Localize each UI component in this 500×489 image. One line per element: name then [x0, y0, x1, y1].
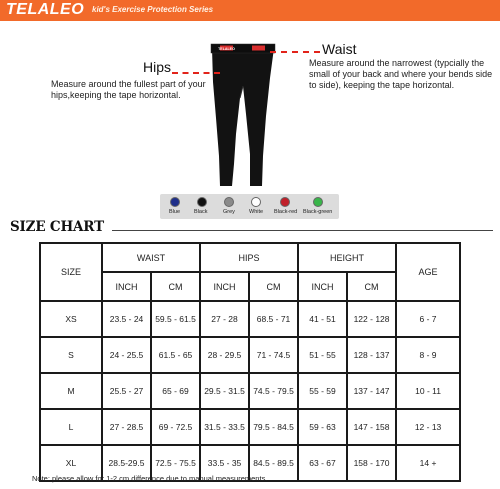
hips-inch-cell: 28 - 29.5: [200, 337, 249, 373]
waist-inch-cell: 24 - 25.5: [102, 337, 151, 373]
unit-cm: CM: [347, 272, 396, 301]
table-header-row: [40, 243, 460, 272]
swatch-grey: [224, 197, 234, 207]
swatch-white: [251, 197, 261, 207]
waist-inch-cell: 23.5 - 24: [102, 301, 151, 337]
unit-cm: CM: [151, 272, 200, 301]
table-row: [40, 409, 460, 445]
age-cell: 6 - 7: [396, 301, 460, 337]
height-inch-cell: 63 - 67: [298, 445, 347, 481]
waist-header: WAIST: [102, 243, 200, 272]
series-subtitle: kid's Exercise Protection Series: [92, 5, 214, 14]
brand-logo: TELALEO: [6, 1, 85, 18]
size-cell: L: [40, 409, 102, 445]
height-cm-cell: 128 - 137: [347, 337, 396, 373]
age-cell: 12 - 13: [396, 409, 460, 445]
waist-cm-cell: 72.5 - 75.5: [151, 445, 200, 481]
waist-inch-cell: 28.5-29.5: [102, 445, 151, 481]
height-inch-cell: 51 - 55: [298, 337, 347, 373]
waistband-text: TELALEO: [218, 46, 235, 51]
color-swatches: [160, 194, 339, 219]
height-cm-cell: 158 - 170: [347, 445, 396, 481]
hips-pointer: [172, 72, 220, 74]
hips-cm-cell: 79.5 - 84.5: [249, 409, 298, 445]
hips-inch-cell: 27 - 28: [200, 301, 249, 337]
waist-inch-cell: 27 - 28.5: [102, 409, 151, 445]
unit-inch: INCH: [298, 272, 347, 301]
waist-cm-cell: 65 - 69: [151, 373, 200, 409]
size-cell: XS: [40, 301, 102, 337]
height-cm-cell: 137 - 147: [347, 373, 396, 409]
waist-title: Waist: [322, 41, 357, 57]
table-row: [40, 337, 460, 373]
leggings-illustration: [200, 38, 300, 193]
age-header: AGE: [396, 243, 460, 301]
swatch-label: Black-green: [303, 209, 333, 215]
age-cell: 8 - 9: [396, 337, 460, 373]
hips-cm-cell: 74.5 - 79.5: [249, 373, 298, 409]
swatch-black: [197, 197, 207, 207]
height-inch-cell: 59 - 63: [298, 409, 347, 445]
swatch-blue: [170, 197, 180, 207]
table-row: [40, 373, 460, 409]
hips-inch-cell: 33.5 - 35: [200, 445, 249, 481]
swatch-black-red: [280, 197, 290, 207]
unit-cm: CM: [249, 272, 298, 301]
swatch-label: White: [249, 209, 264, 215]
hips-cm-cell: 71 - 74.5: [249, 337, 298, 373]
waist-pointer: [270, 51, 320, 53]
hips-inch-cell: 29.5 - 31.5: [200, 373, 249, 409]
swatch-label: Blue: [169, 209, 181, 215]
height-cm-cell: 122 - 128: [347, 301, 396, 337]
hips-header: HIPS: [200, 243, 298, 272]
swatch-label: Black: [194, 209, 208, 215]
table-row: [40, 301, 460, 337]
header-banner: [0, 0, 500, 21]
chart-title: SIZE CHART: [10, 219, 104, 235]
height-header: HEIGHT: [298, 243, 396, 272]
unit-inch: INCH: [200, 272, 249, 301]
swatch-label: Grey: [223, 209, 235, 215]
height-cm-cell: 147 - 158: [347, 409, 396, 445]
size-header: SIZE: [40, 243, 102, 301]
height-inch-cell: 41 - 51: [298, 301, 347, 337]
age-cell: 10 - 11: [396, 373, 460, 409]
hips-inch-cell: 31.5 - 33.5: [200, 409, 249, 445]
divider: [112, 230, 493, 231]
unit-inch: INCH: [102, 272, 151, 301]
hips-title: Hips: [143, 59, 172, 75]
waist-description: Measure around the narrowest (typcially the small of your back and where your bends side to side), keeping the tape horizontal.: [309, 58, 493, 90]
leggings-body: [212, 48, 274, 186]
size-cell: S: [40, 337, 102, 373]
swatch-black-green: [313, 197, 323, 207]
waist-cm-cell: 59.5 - 61.5: [151, 301, 200, 337]
age-cell: 14 +: [396, 445, 460, 481]
measurement-note: Note: please allow for 1-2 cm difference due to manual measurements.: [32, 474, 268, 483]
size-cell: M: [40, 373, 102, 409]
waist-cm-cell: 69 - 72.5: [151, 409, 200, 445]
swatch-label: Black-red: [274, 209, 298, 215]
hips-cm-cell: 84.5 - 89.5: [249, 445, 298, 481]
waist-cm-cell: 61.5 - 65: [151, 337, 200, 373]
height-inch-cell: 55 - 59: [298, 373, 347, 409]
size-cell: XL: [40, 445, 102, 481]
hips-cm-cell: 68.5 - 71: [249, 301, 298, 337]
hips-description: Measure around the fullest part of your hips,keeping the tape horizontal.: [51, 79, 206, 100]
waist-inch-cell: 25.5 - 27: [102, 373, 151, 409]
size-table: [39, 242, 461, 482]
